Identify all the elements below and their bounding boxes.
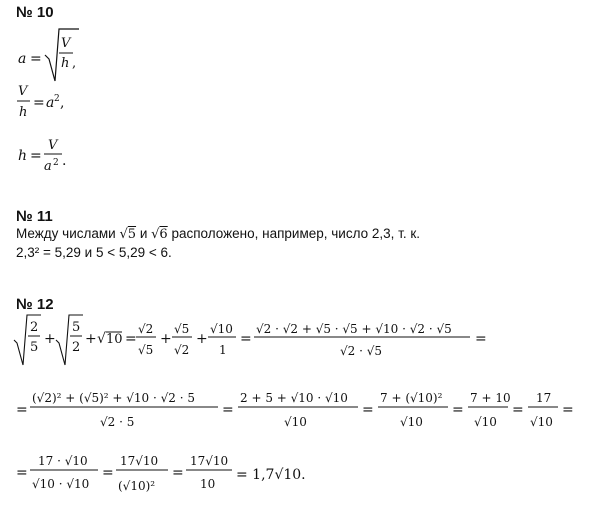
svg-text:=: = [30,148,42,164]
svg-text:=: = [452,402,464,418]
svg-text:√10: √10 [474,415,497,429]
svg-text:10: 10 [200,477,216,491]
svg-text:h: h [61,56,70,71]
n12-result: = 1,7√10. [236,467,306,483]
n11-text-b: и [139,226,148,241]
svg-text:(√10)²: (√10)² [118,479,156,493]
svg-text:2: 2 [72,340,81,355]
svg-text:h: h [18,148,28,164]
svg-text:h: h [19,105,28,120]
section-heading-11: № 11 [16,208,53,225]
n11-text-c: расположено, например, число 2,3, т. к. [171,226,420,241]
svg-text:√10: √10 [400,415,423,429]
svg-text:√5: √5 [174,322,190,336]
svg-text:=: = [222,402,234,418]
svg-text:√10: √10 [284,415,307,429]
svg-text:2: 2 [30,320,39,335]
svg-text:+: + [85,331,97,347]
svg-text:2: 2 [54,94,60,104]
svg-text:+: + [44,331,56,347]
svg-text:√5: √5 [138,343,154,357]
svg-text:.: . [62,153,67,169]
svg-text:+: + [160,331,172,347]
svg-text:√10: √10 [530,415,553,429]
svg-text:=: = [475,331,487,347]
section-heading-12: № 12 [16,296,54,313]
svg-text:√2: √2 [138,322,154,336]
n11-line1 [16,226,420,242]
svg-text:17 · √10: 17 · √10 [38,454,88,468]
svg-text:17√10: 17√10 [120,454,159,468]
svg-text:,: , [72,56,77,71]
svg-text:=: = [30,51,42,67]
n11-text-a: Между числами [16,226,116,241]
svg-text:1: 1 [219,343,227,357]
svg-text:a: a [18,51,27,67]
svg-text:=: = [125,331,137,347]
svg-text:=: = [172,465,184,481]
svg-text:√2 · √2 + √5 · √5 + √10 · √2 ·: √2 · √2 + √5 · √5 + √10 · √2 · √5 [256,322,452,336]
svg-text:√10: √10 [210,322,233,336]
svg-text:√2: √2 [174,343,190,357]
svg-text:=: = [33,95,45,111]
formula-n12 [0,310,600,515]
svg-text:+: + [196,331,208,347]
svg-text:17: 17 [536,391,552,405]
svg-text:√2 · √5: √2 · √5 [340,344,383,358]
svg-text:17√10: 17√10 [190,454,229,468]
svg-text:2 + 5 + √10 · √10: 2 + 5 + √10 · √10 [240,391,348,405]
sqrt5: √5 [119,227,137,242]
section-heading-10: № 10 [16,4,54,21]
svg-text:5: 5 [72,320,81,335]
n11-line2: 2,3² = 5,29 и 5 < 5,29 < 6. [16,245,172,260]
svg-text:=: = [512,402,524,418]
svg-text:a: a [44,159,52,174]
svg-text:7 + (√10)²: 7 + (√10)² [380,391,443,405]
svg-text:7 + 10: 7 + 10 [470,391,511,405]
svg-text:(√2)² + (√5)² + √10 · √2 · 5: (√2)² + (√5)² + √10 · √2 · 5 [32,391,195,405]
svg-text:10: 10 [106,332,123,347]
svg-text:V: V [61,36,71,51]
svg-text:√: √ [97,331,106,347]
sqrt6: √6 [151,227,168,242]
svg-text:=: = [362,402,374,418]
svg-text:=: = [562,402,574,418]
svg-text:√2 · 5: √2 · 5 [100,415,135,429]
svg-text:=: = [102,465,114,481]
svg-text:√10 · √10: √10 · √10 [32,477,90,491]
formula-n10 [0,25,200,185]
svg-text:a: a [46,95,55,111]
svg-text:5: 5 [30,340,39,355]
svg-text:V: V [18,84,28,99]
svg-text:=: = [16,402,28,418]
svg-text:=: = [240,331,252,347]
svg-text:,: , [60,95,65,111]
svg-text:2: 2 [53,158,59,168]
svg-text:=: = [16,465,28,481]
svg-text:V: V [48,138,58,153]
